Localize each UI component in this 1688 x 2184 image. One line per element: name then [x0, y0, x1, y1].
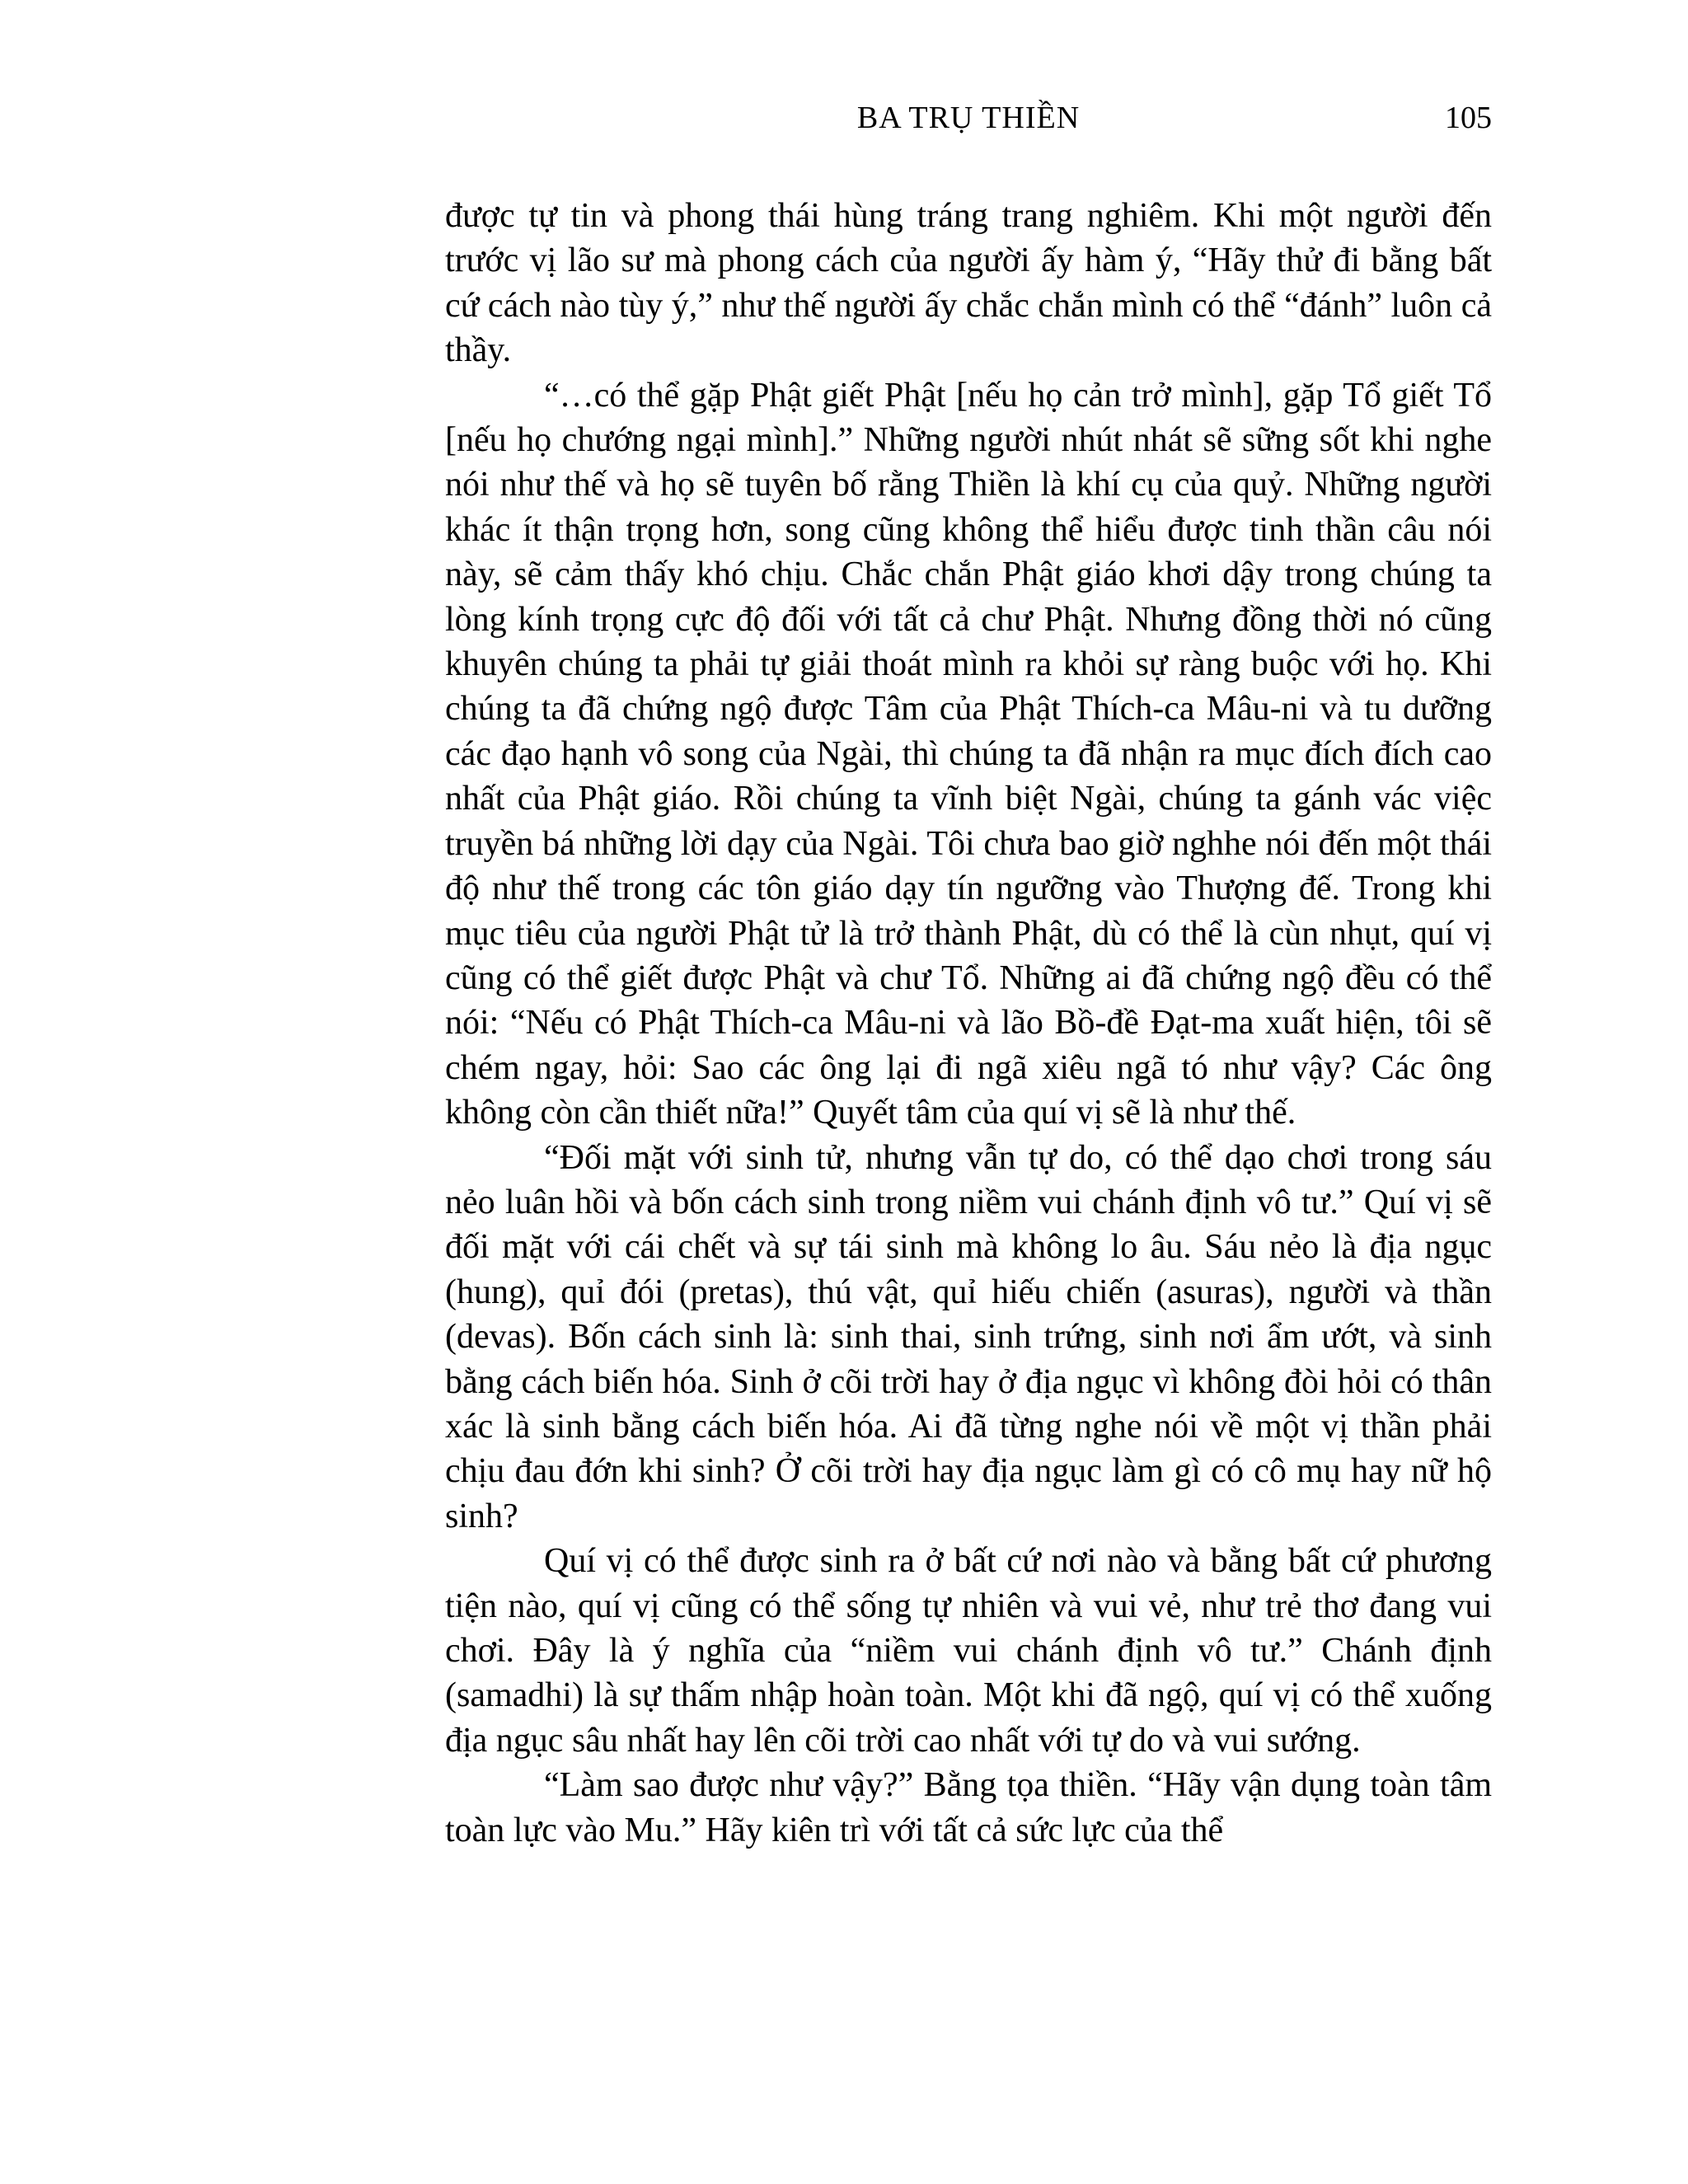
paragraph-life-death: “Đối mặt với sinh tử, nhưng vẫn tự do, có thể dạo chơi trong sáu nẻo luân hồi và bốn cách sinh trong niềm vui chánh định vô tư.” Quí vị sẽ đối mặt với cái chết và sự tái sinh mà không lo âu. Sáu nẻo là địa ngục (hung), quỉ đói (pretas), thú vật, quỉ hiếu chiến (asuras), người và thần (devas). Bốn cách sinh là: sinh thai, sinh trứng, sinh nơi ẩm ướt, và sinh bằng cách biến hóa. Sinh ở cõi trời hay ở địa ngục vì không đòi hỏi có thân xác là sinh bằng cách biến hóa. Ai đã từng nghe nói về một vị thần phải chịu đau đớn khi sinh? Ở cõi trời hay địa ngục làm gì có cô mụ hay nữ hộ sinh?	[445, 1138, 1492, 1535]
running-head	[445, 97, 1492, 138]
paragraph-continuation: được tự tin và phong thái hùng tráng trang nghiêm. Khi một người đến trước vị lão sư mà phong cách của người ấy hàm ý, “Hãy thử đi bằng bất cứ cách nào tùy ý,” như thế người ấy chắc chắn mình có thể “đánh” luôn cả thầy.	[445, 197, 1492, 370]
page-number: 105	[1445, 101, 1492, 135]
paragraph-zazen: “Làm sao được như vậy?” Bằng tọa thiền. “Hãy vận dụng toàn tâm toàn lực vào Mu.” Hãy kiên trì với tất cả sức lực của thể	[445, 1766, 1492, 1849]
body-text	[445, 194, 1492, 1853]
paragraph-meet-buddha: “…có thể gặp Phật giết Phật [nếu họ cản trở mình], gặp Tổ giết Tổ [nếu họ chướng ngại mình].” Những người nhút nhát sẽ sững sốt khi nghe nói như thế và họ sẽ tuyên bố rằng Thiền là khí cụ của quỷ. Những người khác ít thận trọng hơn, song cũng không thể hiểu được tinh thần câu nói này, sẽ cảm thấy khó chịu. Chắc chắn Phật giáo khơi dậy trong chúng ta lòng kính trọng cực độ đối với tất cả chư Phật. Nhưng đồng thời nó cũng khuyên chúng ta phải tự giải thoát mình ra khỏi sự ràng buộc với họ. Khi chúng ta đã chứng ngộ được Tâm của Phật Thích-ca Mâu-ni và tu dưỡng các đạo hạnh vô song của Ngài, thì chúng ta đã nhận ra mục đích đích cao nhất của Phật giáo. Rồi chúng ta vĩnh biệt Ngài, chúng ta gánh vác việc truyền bá những lời dạy của Ngài. Tôi chưa bao giờ nghhe nói đến một thái độ như thế trong các tôn giáo dạy tín ngưỡng vào Thượng đế. Trong khi mục tiêu của người Phật tử là trở thành Phật, dù có thể là cùn nhụt, quí vị cũng có thể giết được Phật và chư Tổ. Những ai đã chứng ngộ đều có thể nói: “Nếu có Phật Thích-ca Mâu-ni và lão Bồ-đề Đạt-ma xuất hiện, tôi sẽ chém ngay, hỏi: Sao các ông lại đi ngã xiêu ngã tó như vậy? Các ông không còn cần thiết nữa!” Quyết tâm của quí vị sẽ là như thế.	[445, 376, 1492, 1132]
paragraph-samadhi: Quí vị có thể được sinh ra ở bất cứ nơi nào và bằng bất cứ phương tiện nào, quí vị cũng có thể sống tự nhiên và vui vẻ, như trẻ thơ đang vui chơi. Đây là ý nghĩa của “niềm vui chánh định vô tư.” Chánh định (samadhi) là sự thấm nhập hoàn toàn. Một khi đã ngộ, quí vị có thể xuống địa ngục sâu nhất hay lên cõi trời cao nhất với tự do và vui sướng.	[445, 1542, 1492, 1760]
chapter-title: BA TRỤ THIỀN	[856, 101, 1081, 135]
